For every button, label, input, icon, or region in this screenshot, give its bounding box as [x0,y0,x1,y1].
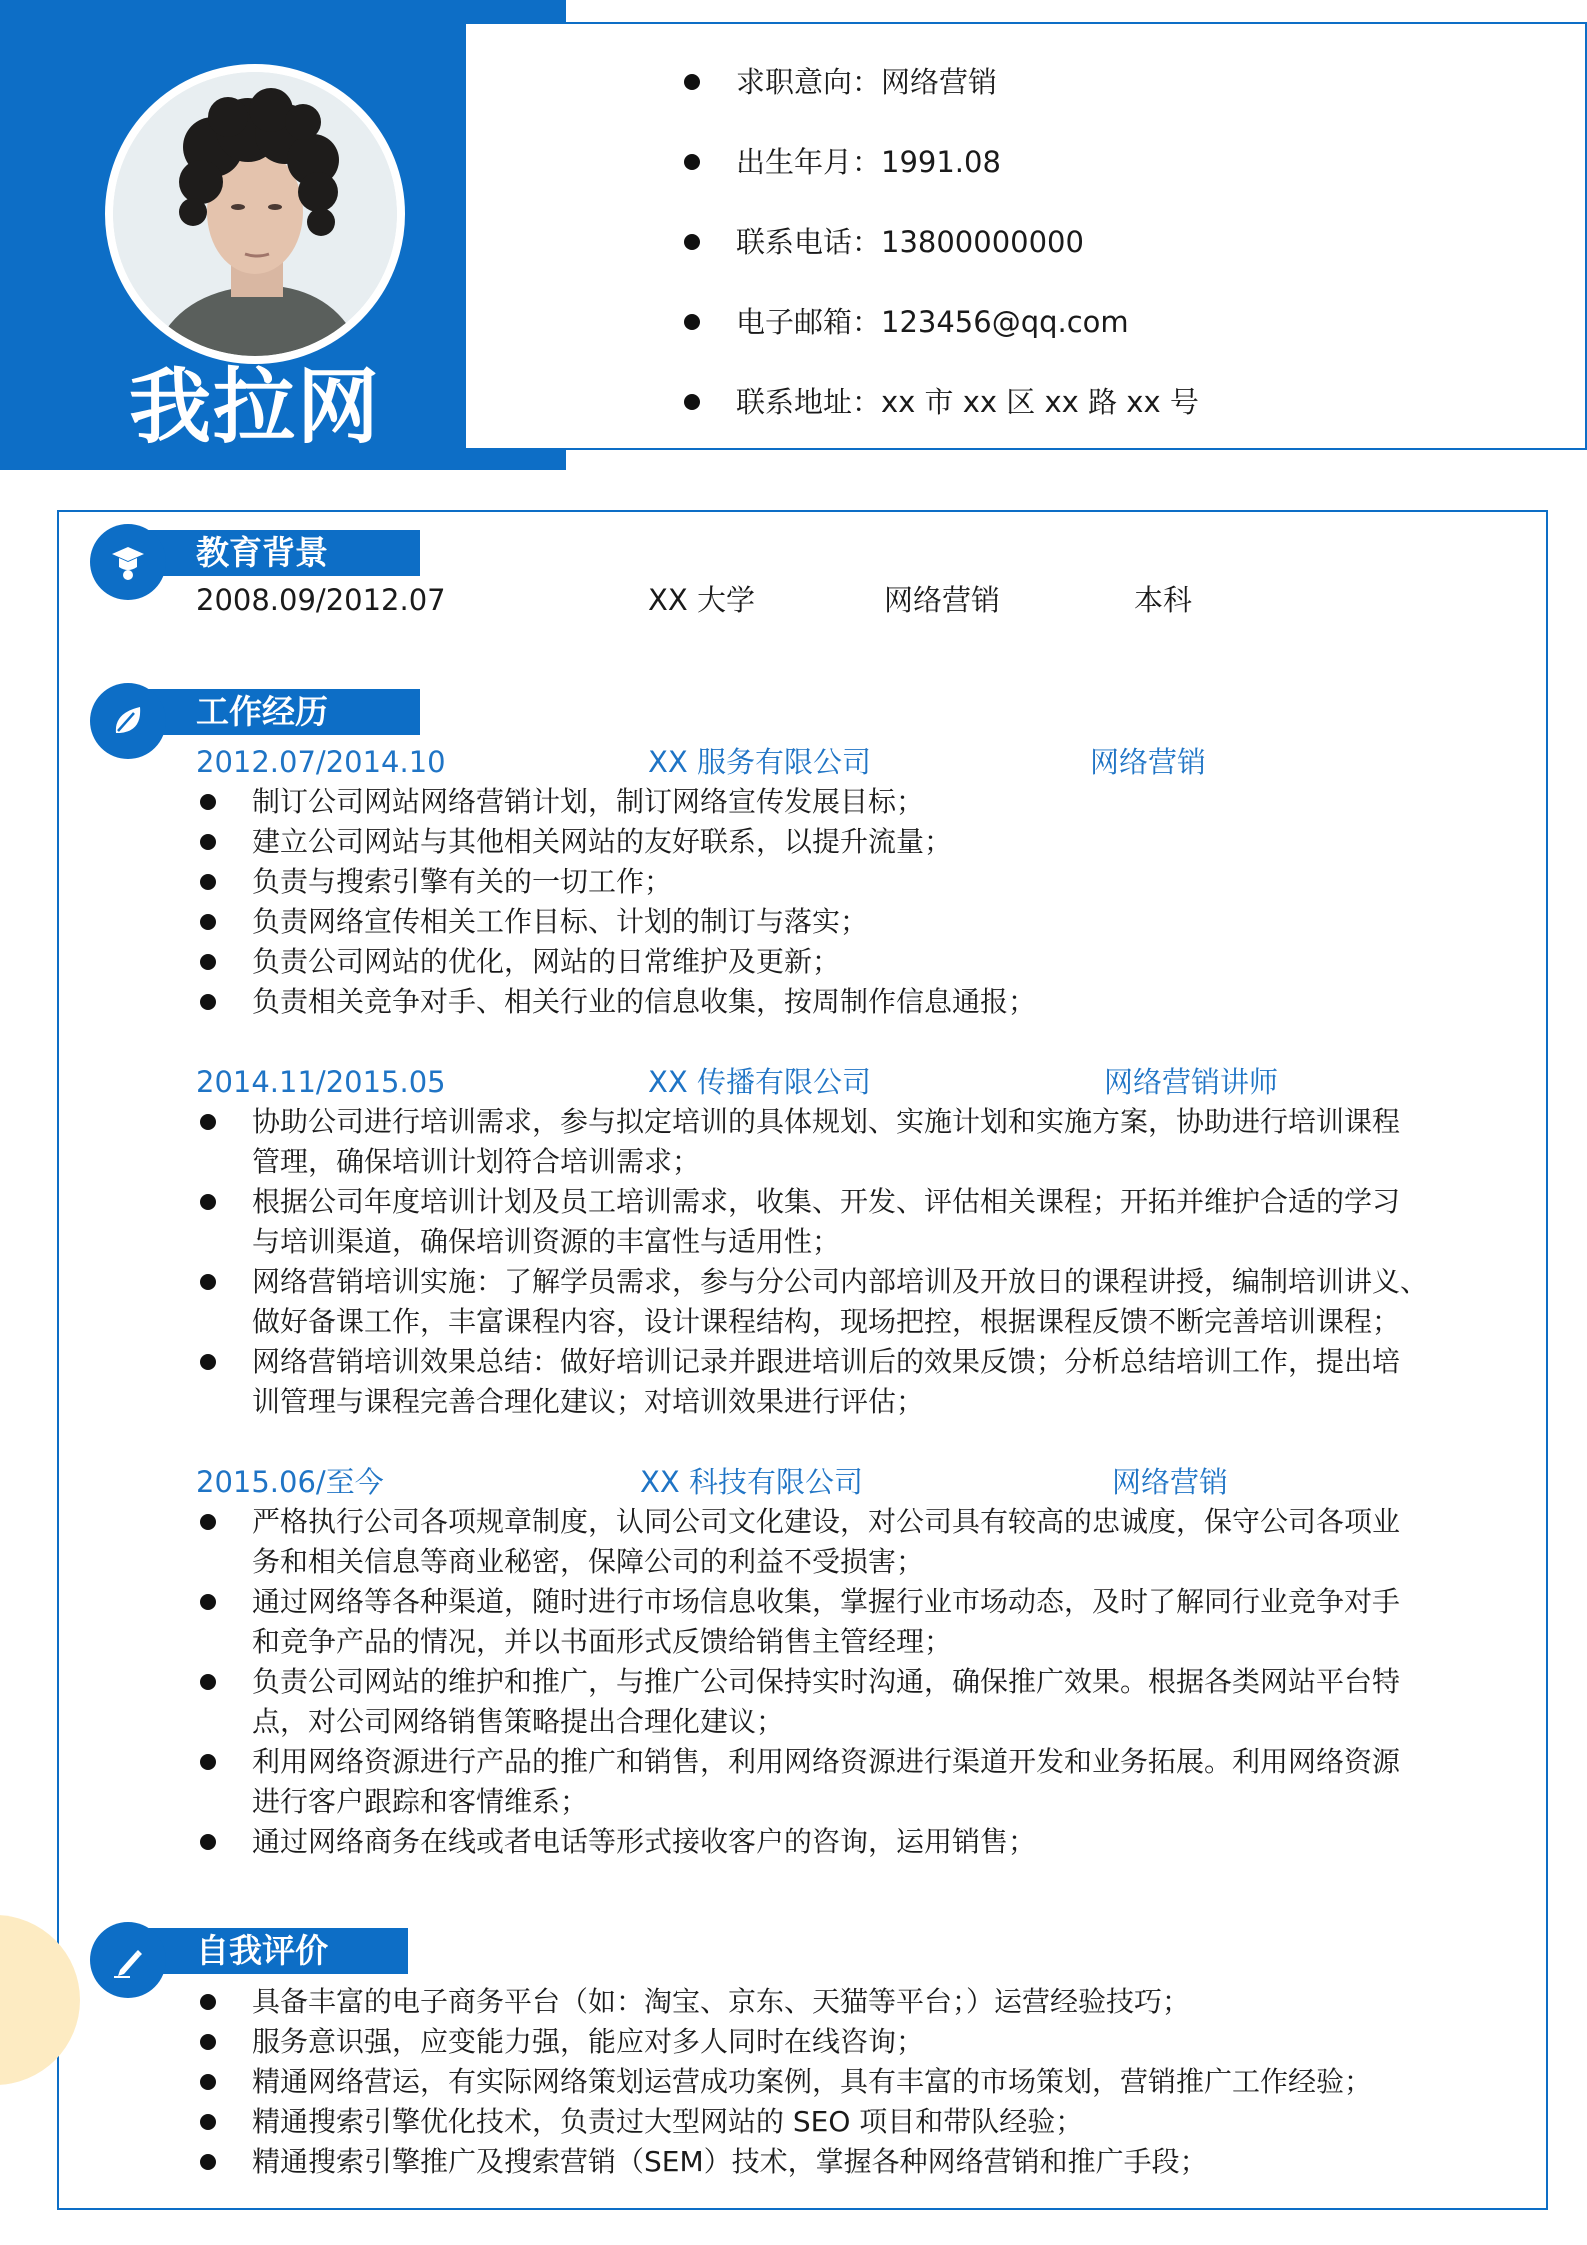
info-address: 联系地址：xx 市 xx 区 xx 路 xx 号 [736,385,1199,419]
item-text: 利用网络资源进行产品的推广和销售，利用网络资源进行渠道开发和业务拓展。利用网络资源 [252,1745,1401,1778]
info-birth: 出生年月：1991.08 [736,145,1001,179]
edu-period: 2008.09/2012.07 [196,583,446,617]
item-text: 精通搜索引擎优化技术，负责过大型网站的 SEO 项目和带队经验； [252,2105,1084,2138]
bullet-dot [200,834,216,850]
avatar [105,64,405,364]
item-text-cont: 点，对公司网络销售策略提出合理化建议； [252,1705,785,1738]
job-period: 2012.07/2014.10 [196,745,446,779]
info-job-intent: 求职意向：网络营销 [736,65,998,99]
section-title: 工作经历 [196,692,328,731]
item-text: 协助公司进行培训需求，参与拟定培训的具体规划、实施计划和实施方案，协助进行培训课程 [252,1105,1401,1138]
bullet-dot [684,234,700,250]
bullet-dot [684,74,700,90]
info-email: 电子邮箱：123456@qq.com [736,305,1129,339]
bullet-dot [200,2034,216,2050]
bullet-dot [200,994,216,1010]
item-text: 建立公司网站与其他相关网站的友好联系，以提升流量； [252,825,953,858]
item-text: 负责公司网站的维护和推广，与推广公司保持实时沟通，确保推广效果。根据各类网站平台特 [252,1665,1401,1698]
bullet-dot [200,954,216,970]
bullet-dot [200,2114,216,2130]
item-text: 精通网络营运，有实际网络策划运营成功案例，具有丰富的市场策划，营销推广工作经验； [252,2065,1373,2098]
bullet-dot [200,1274,216,1290]
bullet-dot [200,1354,216,1370]
item-text: 负责相关竞争对手、相关行业的信息收集，按周制作信息通报； [252,985,1037,1018]
item-text: 负责网络宣传相关工作目标、计划的制订与落实； [252,905,869,938]
bullet-dot [200,1674,216,1690]
job-company: XX 服务有限公司 [648,745,871,779]
item-text-cont: 做好备课工作，丰富课程内容，设计课程结构，现场把控，根据课程反馈不断完善培训课程； [252,1305,1401,1338]
job-role: 网络营销 [1112,1465,1229,1499]
bullet-dot [200,1994,216,2010]
job-company: XX 传播有限公司 [648,1065,871,1099]
bullet-dot [200,1514,216,1530]
bullet-dot [200,1114,216,1130]
item-text-cont: 务和相关信息等商业秘密，保障公司的利益不受损害； [252,1545,925,1578]
leaf-icon [90,683,166,759]
avatar-photo [113,72,397,356]
bullet-dot [200,1754,216,1770]
job-period: 2014.11/2015.05 [196,1065,446,1099]
bullet-dot [684,314,700,330]
job-role: 网络营销讲师 [1104,1065,1279,1099]
edu-school: XX 大学 [648,583,755,617]
item-text: 精通搜索引擎推广及搜索营销（SEM）技术，掌握各种网络营销和推广手段； [252,2145,1208,2178]
bullet-dot [200,1834,216,1850]
item-text: 严格执行公司各项规章制度，认同公司文化建设，对公司具有较高的忠诚度，保守公司各项业 [252,1505,1401,1538]
item-text: 服务意识强，应变能力强，能应对多人同时在线咨询； [252,2025,925,2058]
contact-info-panel [464,22,1587,450]
job-company: XX 科技有限公司 [640,1465,863,1499]
section-header-self [90,1922,420,1974]
item-text: 负责与搜索引擎有关的一切工作； [252,865,673,898]
item-text: 根据公司年度培训计划及员工培训需求，收集、开发、评估相关课程；开拓并维护合适的学习 [252,1185,1401,1218]
item-text: 通过网络等各种渠道，随时进行市场信息收集，掌握行业市场动态，及时了解同行业竞争对手 [252,1585,1401,1618]
graduate-icon [90,524,166,600]
section-header-education [90,524,420,576]
item-text: 通过网络商务在线或者电话等形式接收客户的咨询，运用销售； [252,1825,1037,1858]
candidate-name: 我拉网 [128,360,381,455]
item-text-cont: 训管理与课程完善合理化建议；对培训效果进行评估； [252,1385,925,1418]
info-phone: 联系电话：13800000000 [736,225,1084,259]
item-text-cont: 管理，确保培训计划符合培训需求； [252,1145,701,1178]
item-text-cont: 进行客户跟踪和客情维系； [252,1785,589,1818]
item-text: 负责公司网站的优化，网站的日常维护及更新； [252,945,841,978]
bullet-dot [200,914,216,930]
bullet-dot [200,794,216,810]
job-period: 2015.06/至今 [196,1465,384,1499]
item-text: 网络营销培训实施：了解学员需求，参与分公司内部培训及开放日的课程讲授，编制培训讲义、 [252,1265,1429,1298]
section-title: 自我评价 [196,1931,328,1970]
bullet-dot [200,874,216,890]
bullet-dot [684,394,700,410]
bullet-dot [200,1194,216,1210]
item-text-cont: 和竞争产品的情况，并以书面形式反馈给销售主管经理； [252,1625,953,1658]
section-header-work [90,683,420,735]
bullet-dot [684,154,700,170]
pencil-icon [90,1922,166,1998]
item-text: 网络营销培训效果总结：做好培训记录并跟进培训后的效果反馈；分析总结培训工作，提出培 [252,1345,1401,1378]
section-title: 教育背景 [196,533,328,572]
person-photo-icon [113,72,397,356]
item-text-cont: 与培训渠道，确保培训资源的丰富性与适用性； [252,1225,841,1258]
edu-degree: 本科 [1134,583,1193,617]
job-role: 网络营销 [1090,745,1207,779]
item-text: 制订公司网站网络营销计划，制订网络宣传发展目标； [252,785,925,818]
bullet-dot [200,2154,216,2170]
edu-major: 网络营销 [884,583,1001,617]
bullet-dot [200,1594,216,1610]
bullet-dot [200,2074,216,2090]
item-text: 具备丰富的电子商务平台（如：淘宝、京东、天猫等平台；）运营经验技巧； [252,1985,1191,2018]
